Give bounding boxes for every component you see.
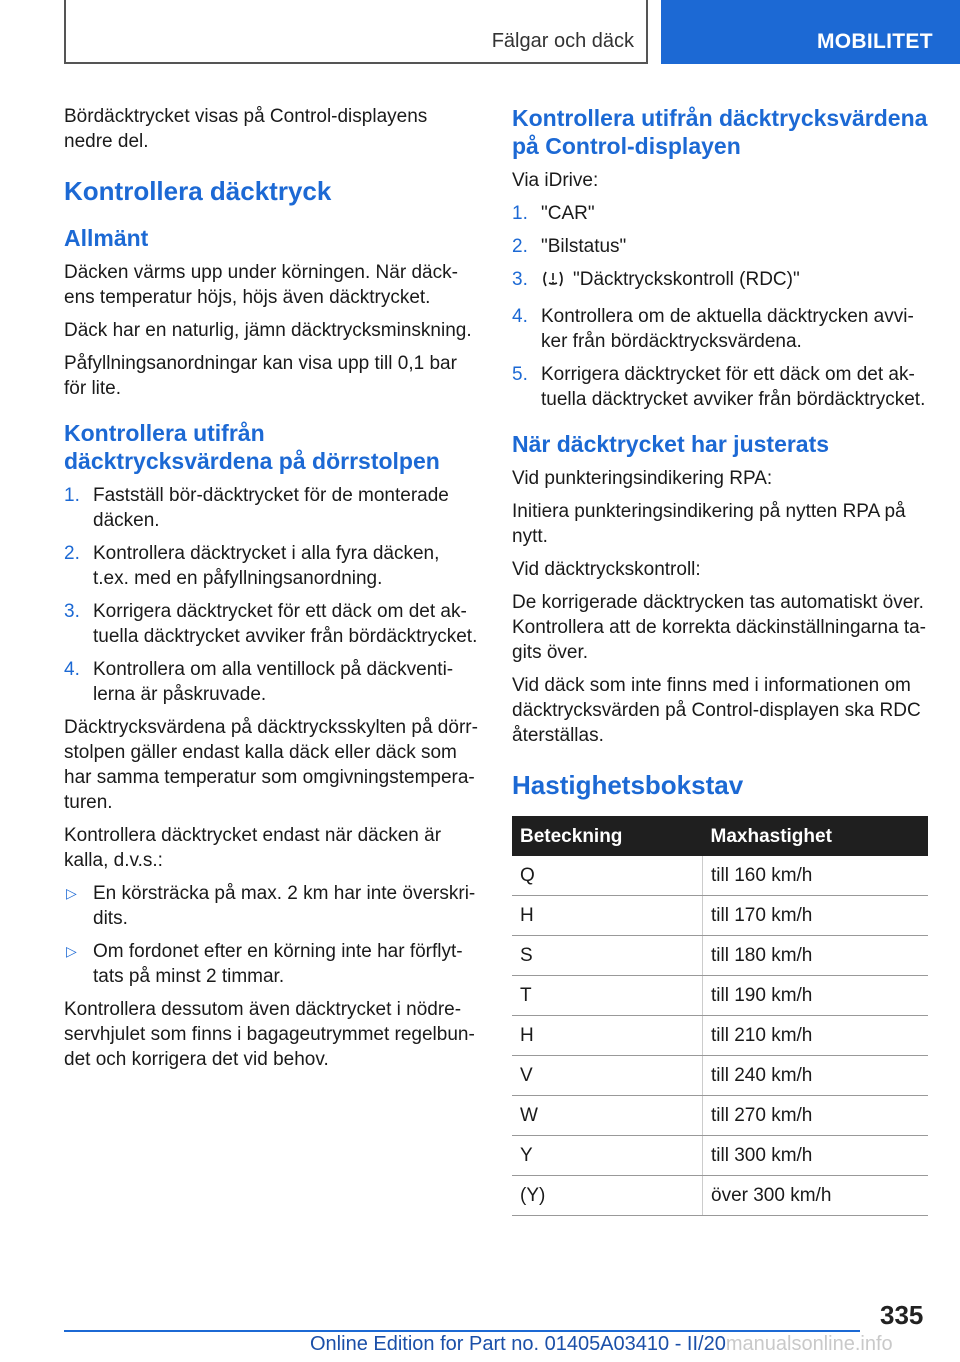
list-item [512,267,928,296]
paragraph: Vid däcktryckskontroll: [512,559,701,580]
list-item [64,881,478,931]
speed-letter-cell: W [512,1096,703,1136]
cold-tire-conditions [64,881,478,989]
step-number: 3. [64,601,80,622]
column-header-max-speed: Maxhastighet [703,816,929,856]
max-speed-cell: till 300 km/h [703,1136,929,1176]
paragraph: Däcktrycksvärdena på däcktrycksskylten på dörr-stolpen gäller endast kalla däck eller däck som har samma temperatur som omgivningstempera-turen. [64,717,478,813]
column-header-designation: Beteckning [512,816,703,856]
paragraph: Initiera punkteringsindikering på nytten RPA på nytt. [512,501,906,547]
step-text: "Däcktryckskontroll (RDC)" [573,269,800,290]
footer-divider [64,1330,860,1332]
step-text: Fastställ bör-däcktrycket för de monterade däcken. [93,485,449,531]
adjustment-section [512,466,928,748]
heading-door-pillar-check: Kontrollera utifrån däcktrycksvärdena på dörrstolpen [64,420,440,474]
table-row [512,1176,928,1216]
step-text: Kontrollera om de aktuella däcktrycken avvi-ker från bördäcktrycksvärdena. [541,306,914,352]
speed-letter-cell: Q [512,856,703,896]
intro-paragraph: Bördäcktrycket visas på Control-displayens nedre del. [64,106,428,152]
speed-letter-cell: H [512,896,703,936]
speed-letter-cell: Y [512,1136,703,1176]
heading-after-adjustment: När däcktrycket har justerats [512,431,830,457]
max-speed-cell: till 180 km/h [703,936,929,976]
heading-general: Allmänt [64,225,149,251]
step-number: 4. [512,306,528,327]
max-speed-cell: till 240 km/h [703,1056,929,1096]
step-number: 5. [512,364,528,385]
speed-letter-cell: S [512,936,703,976]
table-header-row [512,816,928,856]
speed-rating-table [512,816,928,1216]
step-number: 2. [512,236,528,257]
bullet-triangle-icon: ▷ [66,943,77,959]
step-number: 1. [512,203,528,224]
heading-speed-letter: Hastighetsbokstav [512,770,744,800]
table-row [512,1136,928,1176]
table-row [512,856,928,896]
paragraph: Påfyllningsanordningar kan visa upp till 0,1 bar för lite. [64,353,457,399]
header-chapter-box [64,0,648,64]
list-item [512,201,928,226]
table-row [512,1016,928,1056]
list-item [512,234,928,259]
step-number: 1. [64,485,80,506]
speed-letter-cell: V [512,1056,703,1096]
step-number: 2. [64,543,80,564]
paragraph: Däcken värms upp under körningen. När däck-ens temperatur höjs, höjs även däcktrycket. [64,262,458,308]
step-number: 4. [64,659,80,680]
step-text: Korrigera däcktrycket för ett däck om det ak-tuella däcktrycket avviker från bördäcktrycket. [541,364,926,410]
heading-check-tire-pressure: Kontrollera däcktryck [64,176,332,206]
list-item [64,657,478,707]
list-item [64,939,478,989]
paragraph: Kontrollera däcktrycket endast när däcken är kalla, d.v.s.: [64,825,442,871]
list-item [64,483,478,533]
step-text: "CAR" [541,203,595,224]
chapter-title: Fälgar och däck [491,30,634,52]
edition-text: Online Edition for Part no. 01405A03410 - II/20 [310,1333,726,1355]
step-text: "Bilstatus" [541,236,627,257]
door-steps-list [64,483,478,707]
table-row [512,1056,928,1096]
right-column [512,104,928,1216]
table-row [512,936,928,976]
general-section [64,260,478,401]
footer-edition [310,1333,893,1356]
via-idrive: Via iDrive: [512,170,599,191]
step-number: 3. [512,269,528,290]
table-row [512,1096,928,1136]
speed-letter-cell: T [512,976,703,1016]
max-speed-cell: till 160 km/h [703,856,929,896]
section-tab: MOBILITET [661,0,960,64]
watermark-site: manualsonline.info [725,1333,893,1355]
list-item [64,541,478,591]
table-row [512,976,928,1016]
paragraph: De korrigerade däcktrycken tas automatiskt över. Kontrollera att de korrekta däckinställningarna ta-gits över. [512,592,927,663]
display-steps-list [512,201,928,412]
step-text: Korrigera däcktrycket för ett däck om det ak-tuella däcktrycket avviker från bördäcktrycket. [93,601,478,647]
paragraph: Vid punkteringsindikering RPA: [512,468,773,489]
bullet-text: En körsträcka på max. 2 km har inte överskri-dits. [93,883,476,929]
list-item [512,304,928,354]
left-column [64,104,478,1080]
paragraph: Däck har en naturlig, jämn däcktrycksminskning. [64,320,472,341]
max-speed-cell: över 300 km/h [703,1176,929,1216]
closing-paragraph: Kontrollera dessutom även däcktrycket i nödre-servhjulet som finns i bagageutrymmet regelbun-det och korrigera det vid behov. [64,999,475,1070]
max-speed-cell: till 270 km/h [703,1096,929,1136]
bullet-text: Om fordonet efter en körning inte har förflyt-tats på minst 2 timmar. [93,941,463,987]
door-notes [64,715,478,873]
table-row [512,896,928,936]
step-text: Kontrollera däcktrycket i alla fyra däcken, t.ex. med en påfyllningsanordning. [93,543,440,589]
page-number: 335 [880,1300,924,1330]
step-text: Kontrollera om alla ventillock på däckventi-lerna är påskruvade. [93,659,454,705]
max-speed-cell: till 190 km/h [703,976,929,1016]
speed-table-body [512,856,928,1216]
speed-letter-cell: H [512,1016,703,1056]
speed-letter-cell: (Y) [512,1176,703,1216]
max-speed-cell: till 210 km/h [703,1016,929,1056]
list-item [64,599,478,649]
heading-control-display-check: Kontrollera utifrån däcktrycksvärdena på Control-displayen [512,105,928,159]
bullet-triangle-icon: ▷ [66,885,77,901]
max-speed-cell: till 170 km/h [703,896,929,936]
tpms-warning-icon [541,269,565,296]
list-item [512,362,928,412]
paragraph: Vid däck som inte finns med i informationen om däcktrycksvärden på Control-displayen ska RDC återställas. [512,675,921,746]
